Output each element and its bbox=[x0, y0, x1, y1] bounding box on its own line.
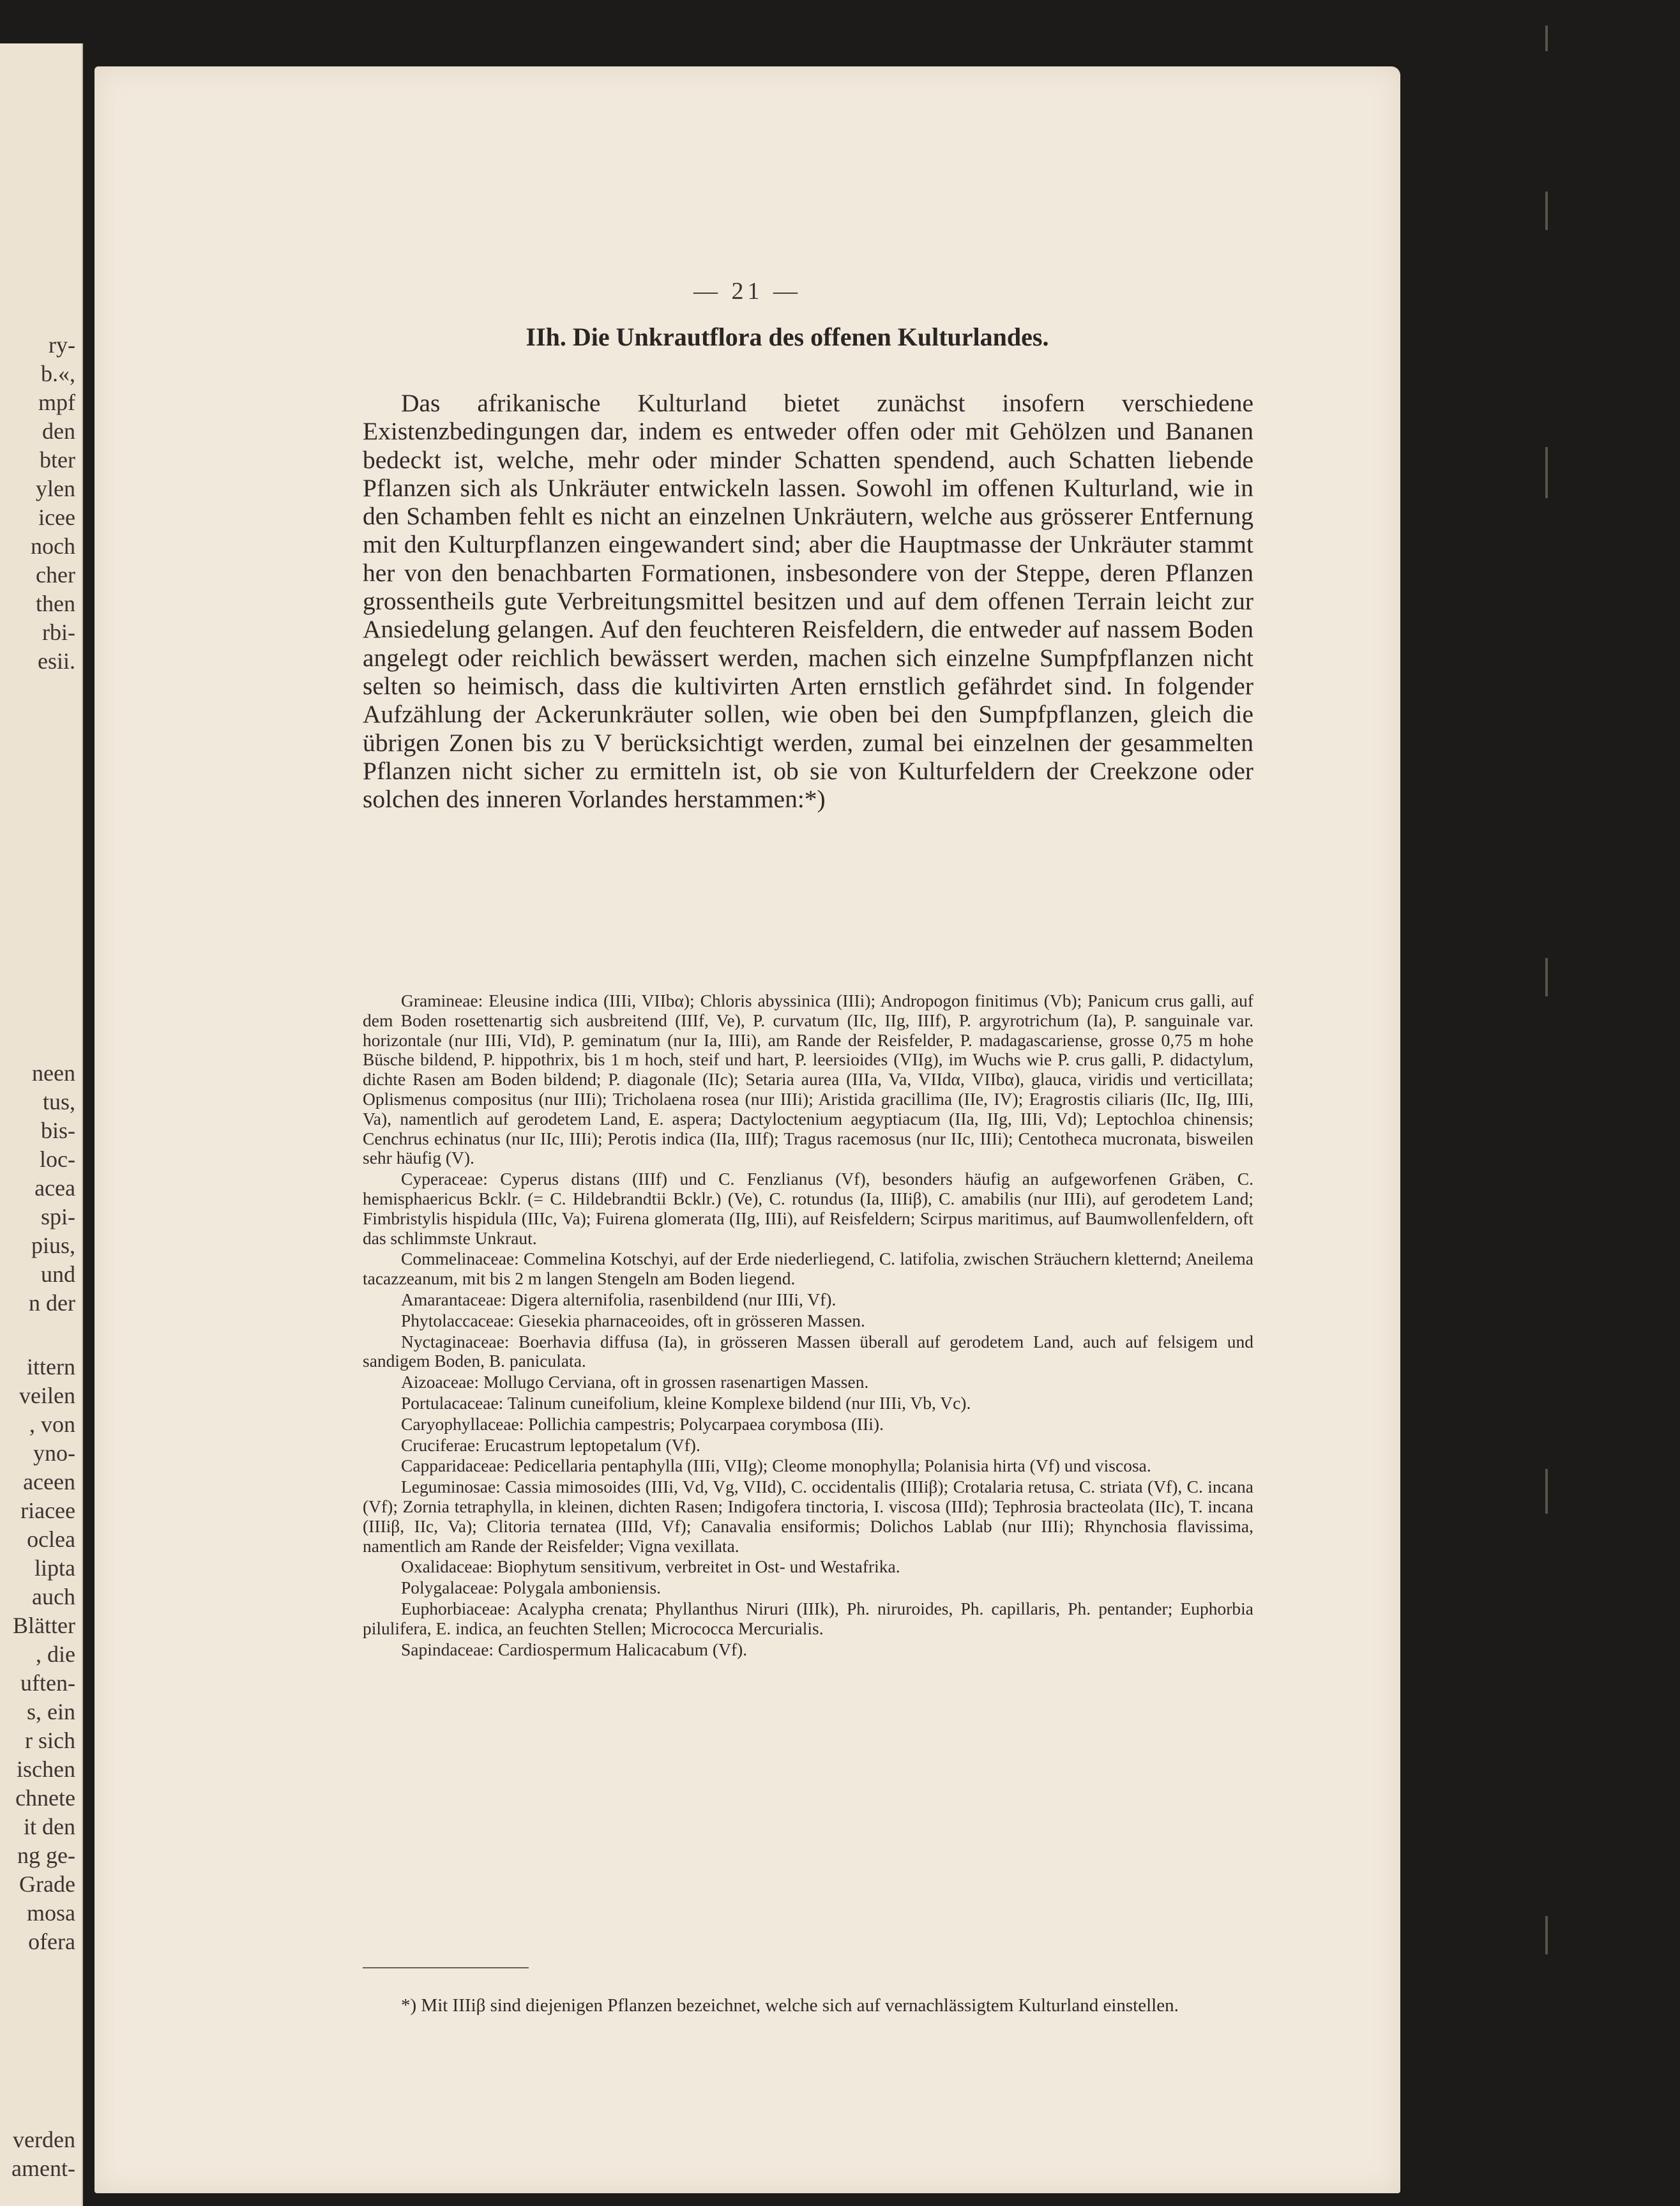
facing-page-fragment: neen bbox=[32, 1060, 75, 1086]
facing-page-fragment: spi- bbox=[41, 1204, 75, 1229]
facing-page-fragment: uften- bbox=[20, 1670, 75, 1696]
facing-page-fragment: icee bbox=[38, 505, 75, 530]
facing-page-fragment: yno- bbox=[33, 1440, 75, 1466]
species-entry: Cruciferae: Erucastrum leptopetalum (Vf). bbox=[401, 1434, 700, 1455]
species-entry: Nyctaginaceae: Boerhavia diffusa (Ia), in grösseren Massen überall auf gerodetem Land, auch auf felsigem und sandigem Boden, B. paniculata. bbox=[363, 1331, 1253, 1371]
facing-page-fragment: loc- bbox=[40, 1146, 75, 1172]
facing-page-fragment: mosa bbox=[27, 1900, 75, 1926]
facing-page-fragment: riacee bbox=[20, 1498, 75, 1523]
facing-page-fragment: verden bbox=[13, 2127, 75, 2152]
facing-page-fragment: r sich bbox=[25, 1728, 75, 1753]
species-entry: Commelinaceae: Commelina Kotschyi, auf der Erde niederliegend, C. latifolia, zwischen Sträuchern kletternd; Aneilema tacazzeanum, mit bis 2 m langen Stengeln am Boden liegend. bbox=[363, 1249, 1253, 1289]
facing-page-fragment: oclea bbox=[27, 1526, 75, 1552]
facing-page-fragment: bter bbox=[40, 447, 75, 473]
scanner-mark bbox=[1545, 1916, 1548, 1954]
species-entry: Capparidaceae: Pedicellaria pentaphylla (IIIi, VIIg); Cleome monophylla; Polanisia hirta (Vf) und viscosa. bbox=[401, 1456, 1151, 1476]
facing-page-fragment: then bbox=[36, 591, 75, 616]
facing-page-fragment: n der bbox=[29, 1290, 75, 1316]
facing-page-fragment: , von bbox=[29, 1411, 75, 1437]
facing-page-fragment: ament- bbox=[11, 2156, 75, 2181]
facing-page-fragment: auch bbox=[32, 1584, 75, 1609]
facing-page-fragment: , die bbox=[36, 1641, 75, 1667]
species-entry: Caryophyllaceae: Pollichia campestris; Polycarpaea corymbosa (IIi). bbox=[401, 1413, 884, 1434]
body-paragraph: Das afrikanische Kulturland bietet zunächst insofern verschiedene Existenzbedingungen dar, indem es entweder offen oder mit Gehölzen und Bananen bedeckt ist, welche, mehr oder minder Schatten spendend, auch Schatten liebende Pflanzen sich als Unkräuter entwickeln lassen. Sowohl im offenen Kulturland, wie in den Schamben fehlt es nicht an einzelnen Unkräutern, welche aus grösserer Entfernung mit den Kulturpflanzen eingewandert sind; aber die Hauptmasse der Unkräuter stammt her von den benachbarten Formationen, insbesondere von der Steppe, deren Pflanzen grossentheils gute Verbreitungsmittel besitzen und auf dem offenen Terrain leicht zur Ansiedelung gelangen. Auf den feuchteren Reisfeldern, die entweder auf nassem Boden angelegt oder reichlich bewässert werden, machen sich einzelne Sumpfpflanzen nicht selten so heimisch, dass die kultivirten Arten ernstlich gefährdet sind. In folgender Aufzählung der Ackerunkräuter sollen, wie oben bei den Sumpfpflanzen, gleich die übrigen Zonen bis zu V berücksichtigt werden, zumal bei einzelnen der gesammelten Pflanzen nicht sicher zu ermitteln ist, ob sie von Kulturfeldern der Creekzone oder solchen des inneren Vorlandes herstammen:*) bbox=[363, 389, 1253, 814]
facing-page-fragment: Blätter bbox=[13, 1613, 75, 1638]
facing-page-fragment: Grade bbox=[19, 1871, 75, 1897]
page-number: — 21 — bbox=[693, 278, 801, 305]
species-entry: Aizoaceae: Mollugo Cerviana, oft in grossen rasenartigen Massen. bbox=[401, 1372, 869, 1392]
facing-page-fragment: esii. bbox=[38, 648, 75, 674]
species-entry: Leguminosae: Cassia mimosoides (IIIi, Vd, Vg, VIId), C. occidentalis (IIIiβ); Crotalaria retusa, C. striata (Vf), C. incana (Vf); Zornia tetraphylla, in kleinen, dichten Rasen; Indigofera tinctoria, I. viscosa (IIId); Tephrosia bracteolata (IIc), T. incana (IIIiβ, IIc, Va); Clitoria ternatea (IIId, Vf); Canavalia ensiformis; Dolichos Lablab (nur IIIi); Rhynchosia flavissima, namentlich am Rande der Reisfelder; Vigna vexillata. bbox=[363, 1477, 1253, 1556]
facing-page-fragment: ylen bbox=[36, 476, 75, 501]
facing-page-fragment: chnete bbox=[15, 1785, 75, 1811]
facing-page-fragment: und bbox=[41, 1261, 75, 1287]
facing-page-fragment: ng ge- bbox=[17, 1843, 75, 1868]
facing-page-fragment: noch bbox=[31, 533, 75, 559]
facing-page-fragment: it den bbox=[24, 1814, 75, 1839]
facing-page-fragment: cher bbox=[36, 562, 75, 588]
facing-page-fragment: acea bbox=[34, 1175, 75, 1201]
scanner-mark bbox=[1545, 958, 1548, 996]
species-entry: Euphorbiaceae: Acalypha crenata; Phyllanthus Niruri (IIIk), Ph. niruroides, Ph. capillaris, Ph. pentander; Euphorbia pilulifera, E. indica, an feuchten Stellen; Micrococca Mercurialis. bbox=[363, 1598, 1253, 1638]
facing-page-fragment: bis- bbox=[41, 1118, 75, 1143]
section-heading: IIh. Die Unkrautflora des offenen Kulturlandes. bbox=[526, 323, 1049, 351]
book-page bbox=[95, 66, 1400, 2193]
facing-page-fragment: rbi- bbox=[42, 620, 75, 645]
facing-page-fragment: mpf bbox=[38, 390, 75, 415]
facing-page-fragment: s, ein bbox=[27, 1699, 75, 1724]
scanner-mark bbox=[1545, 447, 1548, 498]
facing-page-fragment: ittern bbox=[27, 1354, 75, 1380]
facing-page-fragment: ry- bbox=[49, 332, 75, 358]
species-entry: Portulacaceae: Talinum cuneifolium, kleine Komplexe bildend (nur IIIi, Vb, Vc). bbox=[401, 1392, 971, 1413]
species-entry: Oxalidaceae: Biophytum sensitivum, verbreitet in Ost- und Westafrika. bbox=[401, 1556, 900, 1577]
facing-page-fragment: pius, bbox=[31, 1233, 75, 1258]
facing-page-fragment: den bbox=[42, 418, 75, 444]
facing-page-fragment: ischen bbox=[17, 1756, 75, 1782]
footnote-divider bbox=[363, 1967, 529, 1968]
facing-page-fragment: tus, bbox=[42, 1089, 75, 1114]
species-entry: Polygalaceae: Polygala amboniensis. bbox=[401, 1578, 662, 1598]
species-entry: Sapindaceae: Cardiospermum Halicacabum (Vf). bbox=[401, 1639, 748, 1659]
scanner-mark bbox=[1545, 26, 1548, 51]
facing-page-fragment: aceen bbox=[23, 1469, 75, 1495]
species-list bbox=[363, 991, 1253, 1661]
scanner-mark bbox=[1545, 1469, 1548, 1514]
facing-page-fragment: veilen bbox=[19, 1383, 75, 1408]
facing-page-fragment: ofera bbox=[28, 1929, 75, 1954]
species-entry: Amarantaceae: Digera alternifolia, rasenbildend (nur IIIi, Vf). bbox=[401, 1289, 836, 1309]
species-entry: Phytolaccaceae: Giesekia pharnaceoides, oft in grösseren Massen. bbox=[401, 1310, 865, 1330]
facing-page-edge bbox=[0, 43, 83, 2206]
scanner-mark bbox=[1545, 192, 1548, 230]
facing-page-fragment: lipta bbox=[34, 1555, 75, 1581]
footnote: *) Mit IIIiβ sind diejenigen Pflanzen bezeichnet, welche sich auf vernachlässigtem Kulturland einstellen. bbox=[401, 1995, 1179, 2016]
species-entry: Cyperaceae: Cyperus distans (IIIf) und C. Fenzlianus (Vf), besonders häufig an aufgeworfenen Gräben, C. hemisphaericus Bcklr. (= C. Hildebrandtii Bcklr.) (Ve), C. rotundus (Ia, IIIiβ), C. amabilis (nur IIIi), auf gerodetem Land; Fimbristylis hispidula (IIIc, Va); Fuirena glomerata (IIg, IIIi), auf Reisfeldern; Scirpus maritimus, auf Baumwollenfeldern, oft das schlimmste Unkraut. bbox=[363, 1169, 1253, 1248]
facing-page-fragment: b.«, bbox=[41, 361, 75, 386]
species-entry: Gramineae: Eleusine indica (IIIi, VIIbα); Chloris abyssinica (IIIi); Andropogon finitimus (Vb); Panicum crus galli, auf dem Boden rosettenartig sich ausbreitend (IIIf, Ve), P. curvatum (IIc, IIg, IIIf), P. argyrotrichum (Ia), P. sanguinale var. horizontale (nur IIIi, VId), P. geminatum (nur Ia, IIIi), am Rande der Reisfelder, P. madagascariense, grosse 0,75 m hohe Büsche bildend, P. hippothrix, bis 1 m hoch, steif und hart, P. leersioides (VIIg), im Wuchs wie P. crus galli, P. didactylum, dichte Rasen am Boden bildend; P. diagonale (IIc); Setaria aurea (IIIa, Va, VIIdα, VIIbα), glauca, viridis und verticillata; Oplismenus compositus (nur IIIi); Tricholaena rosea (nur IIIi); Aristida gracillima (IIe, IV); Eragrostis ciliaris (IIc, IIg, IIIi, Va), namentlich auf gerodetem Land, E. aspera; Dactyloctenium aegyptiacum (IIa, IIg, IIIi, Vd); Leptochloa chinensis; Cenchrus echinatus (nur IIc, IIIi); Perotis indica (IIa, IIIf); Tragus racemosus (nur IIc, IIIi); Centotheca mucronata, bisweilen sehr häufig (V). bbox=[363, 991, 1253, 1168]
